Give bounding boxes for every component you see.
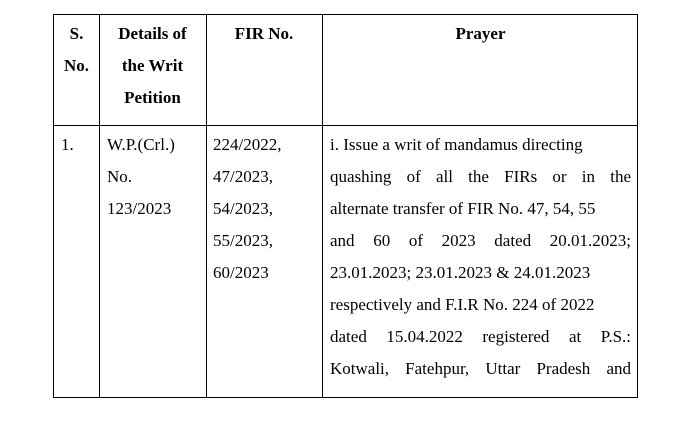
header-serial-number	[54, 18, 99, 82]
column-divider	[322, 15, 323, 397]
header-text: FIR No.	[234, 24, 294, 43]
row-writ-details	[107, 129, 175, 225]
cell-text: 47/2023,	[213, 167, 273, 186]
header-text: Petition	[124, 88, 181, 107]
cell-text: W.P.(Crl.)	[107, 135, 175, 154]
header-writ-details	[99, 18, 206, 114]
header-fir-number	[206, 18, 322, 50]
prayer-line: respectively and F.I.R No. 224 of 2022	[330, 295, 595, 314]
cell-text: No.	[107, 167, 133, 186]
cell-text: 60/2023	[213, 263, 269, 282]
header-text: S.	[69, 24, 84, 43]
prayer-line: dated 15.04.2022 registered at P.S.:	[330, 327, 631, 346]
row-serial-number	[61, 129, 74, 161]
prayer-line: i. Issue a writ of mandamus directing	[330, 135, 583, 154]
cell-text: 224/2022,	[213, 135, 282, 154]
header-text: No.	[63, 56, 90, 75]
header-text: the Writ	[121, 56, 184, 75]
header-divider	[54, 125, 637, 126]
prayer-line: and 60 of 2023 dated 20.01.2023;	[330, 231, 631, 250]
prayer-line: Kotwali, Fatehpur, Uttar Pradesh and	[330, 359, 631, 378]
row-fir-numbers	[213, 129, 281, 289]
header-text: Prayer	[455, 24, 506, 43]
cell-text: 1.	[61, 135, 74, 154]
prayer-line: quashing of all the FIRs or in the	[330, 167, 631, 186]
cell-text: 54/2023,	[213, 199, 273, 218]
header-text: Details of	[118, 24, 187, 43]
header-prayer	[322, 18, 639, 50]
cell-text: 55/2023,	[213, 231, 273, 250]
petition-table	[53, 14, 638, 398]
cell-text: 123/2023	[107, 199, 172, 218]
prayer-line: alternate transfer of FIR No. 47, 54, 55	[330, 199, 596, 218]
prayer-line: 23.01.2023; 23.01.2023 & 24.01.2023	[330, 263, 591, 282]
row-prayer	[330, 129, 631, 385]
column-divider	[206, 15, 207, 397]
